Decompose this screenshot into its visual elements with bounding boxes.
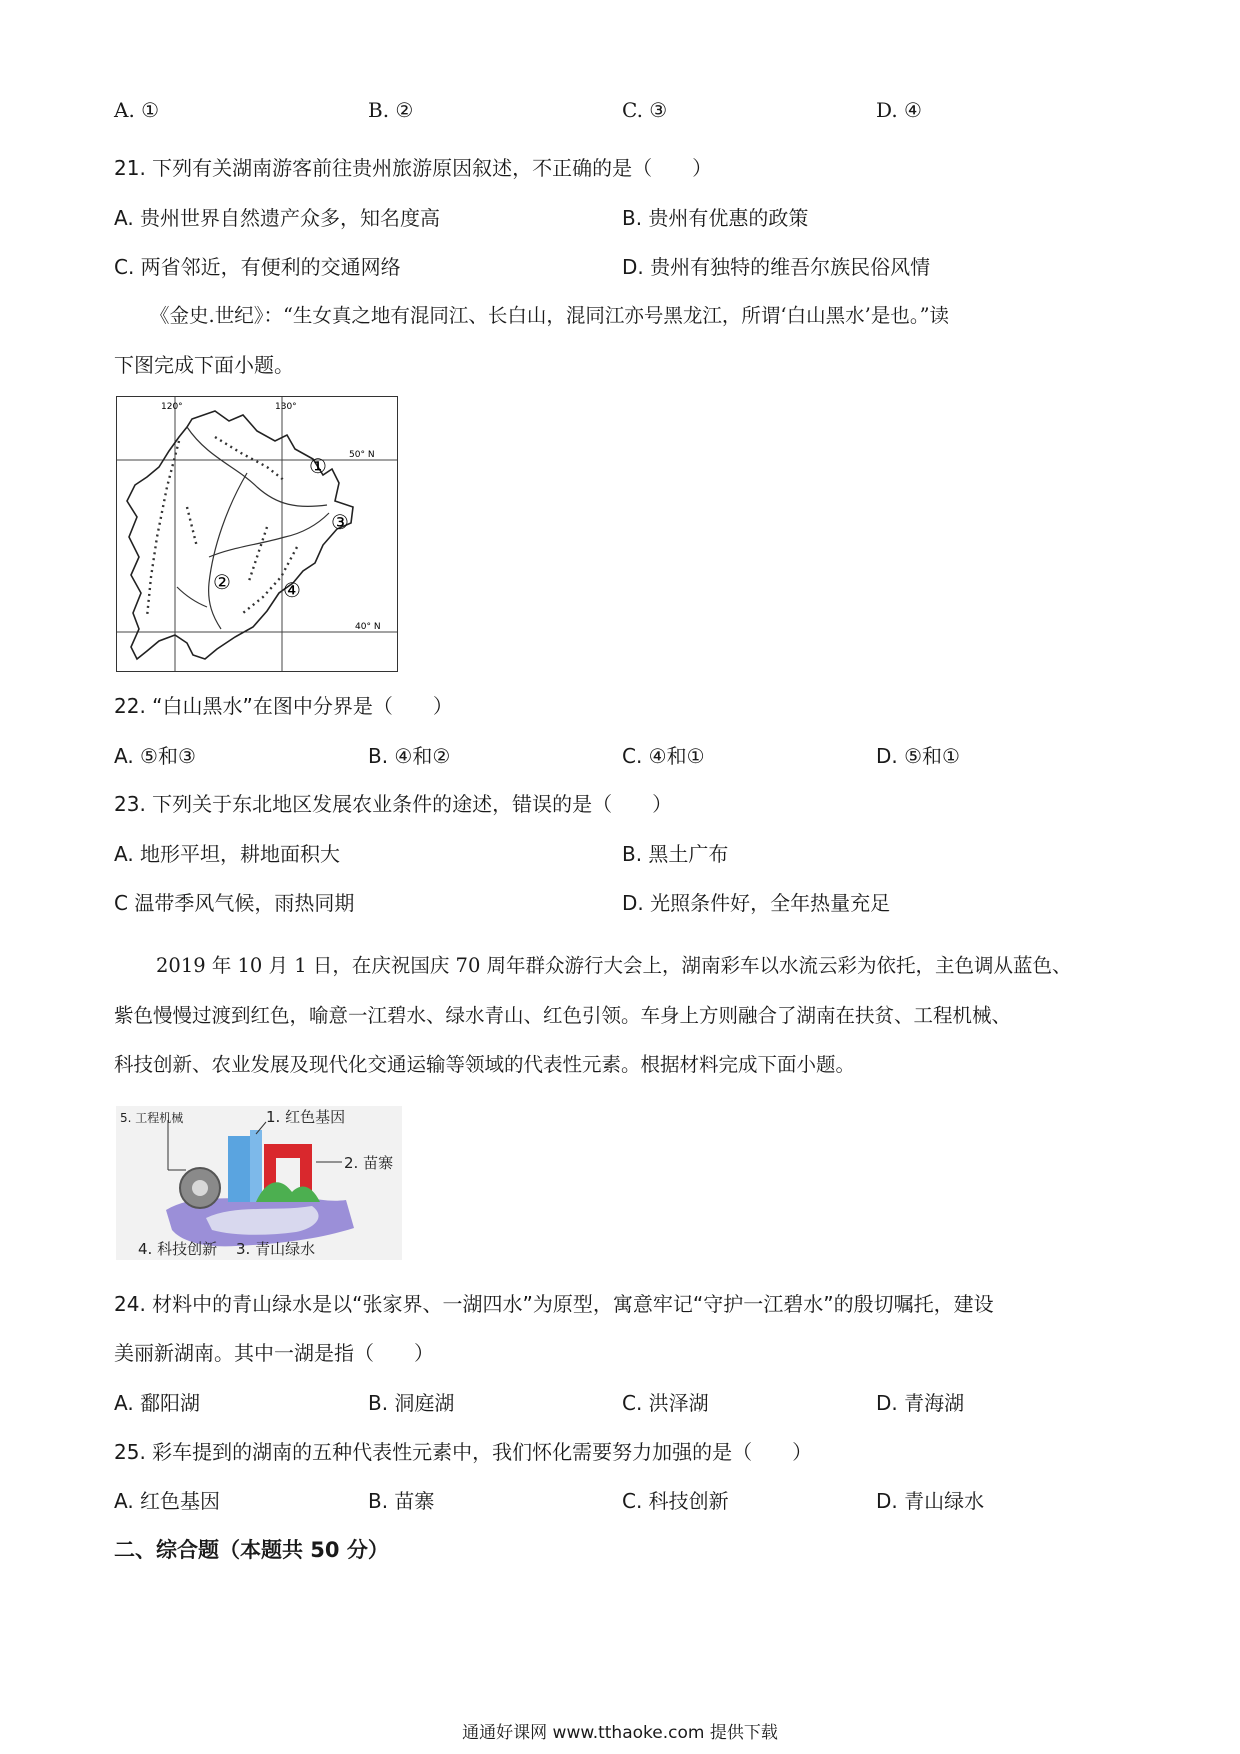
- q22-stem: 22. “白山黑水”在图中分界是（ ）: [114, 694, 453, 718]
- map-marker-1: ①: [309, 454, 327, 478]
- lon-label-120: 120°: [161, 402, 183, 412]
- float-label-4: 4. 科技创新: [138, 1240, 218, 1258]
- q23-option-b: B. 黑土广布: [622, 842, 729, 866]
- hunan-float-image: [116, 1106, 402, 1260]
- q24-stem-line2: 美丽新湖南。其中一湖是指（ ）: [114, 1341, 434, 1365]
- q23-option-c: C 温带季风气候，雨热同期: [114, 891, 355, 915]
- q22-option-a: A. ⑤和③: [114, 744, 196, 768]
- float-gear-hub: [192, 1180, 208, 1196]
- passage1-line1: 《金史.世纪》：“生女真之地有混同江、长白山，混同江亦号黑龙江，所谓‘白山黑水’是也。”读: [150, 304, 950, 327]
- float-label-5: 5. 工程机械: [120, 1111, 184, 1125]
- mountain-great-khingan: [147, 441, 179, 617]
- q25-option-d: D. 青山绿水: [876, 1489, 985, 1513]
- mountain-zhangguangcai: [249, 527, 267, 581]
- river-tributary: [209, 513, 329, 557]
- q25-option-c: C. 科技创新: [622, 1489, 729, 1513]
- q20-option-a: A. ①: [114, 98, 160, 122]
- q23-option-a: A. 地形平坦，耕地面积大: [114, 842, 341, 866]
- q24-option-b: B. 洞庭湖: [368, 1391, 455, 1415]
- q21-option-b: B. 贵州有优惠的政策: [622, 206, 809, 230]
- q21-stem: 21. 下列有关湖南游客前往贵州旅游原因叙述，不正确的是（ ）: [114, 156, 713, 180]
- q22-option-b: B. ④和②: [368, 744, 451, 768]
- lat-label-40: 40° N: [355, 622, 381, 632]
- passage1-line2: 下图完成下面小题。: [114, 353, 294, 377]
- river-heilongjiang: [187, 427, 327, 506]
- q20-option-c: C. ③: [622, 98, 668, 122]
- mountain-west: [187, 507, 197, 547]
- q21-option-a: A. 贵州世界自然遗产众多，知名度高: [114, 206, 441, 230]
- float-label-1: 1. 红色基因: [266, 1108, 346, 1126]
- section-2-heading: 二、综合题（本题共 50 分）: [114, 1538, 389, 1562]
- map-marker-2: ②: [213, 570, 231, 594]
- q20-option-d: D. ④: [876, 98, 922, 122]
- float-label-3: 3. 青山绿水: [236, 1240, 316, 1258]
- passage2-line3: 科技创新、农业发展及现代化交通运输等领域的代表性元素。根据材料完成下面小题。: [114, 1053, 856, 1076]
- q23-stem: 23. 下列关于东北地区发展农业条件的途述，错误的是（ ）: [114, 792, 673, 816]
- page-footer: 通通好课网 www.tthaoke.com 提供下载: [462, 1723, 778, 1743]
- q24-stem-line1: 24. 材料中的青山绿水是以“张家界、一湖四水”为原型，寓意牢记“守护一江碧水”的殷切嘱托，建设: [114, 1292, 994, 1316]
- float-label-2: 2. 苗寨: [344, 1154, 394, 1172]
- float-blue-tower: [228, 1136, 250, 1202]
- q23-option-d: D. 光照条件好，全年热量充足: [622, 891, 891, 915]
- lat-label-50: 50° N: [349, 450, 375, 460]
- q21-option-c: C. 两省邻近，有便利的交通网络: [114, 255, 401, 279]
- northeast-china-map: [116, 396, 398, 672]
- q25-stem: 25. 彩车提到的湖南的五种代表性元素中，我们怀化需要努力加强的是（ ）: [114, 1440, 813, 1464]
- river-liao: [177, 587, 207, 607]
- q24-option-c: C. 洪泽湖: [622, 1391, 709, 1415]
- q21-option-d: D. 贵州有独特的维吾尔族民俗风情: [622, 255, 931, 279]
- q24-option-d: D. 青海湖: [876, 1391, 965, 1415]
- map-marker-4: ④: [283, 578, 301, 602]
- mountain-lesser-khingan: [215, 437, 285, 481]
- q22-option-c: C. ④和①: [622, 744, 705, 768]
- map-marker-3: ③: [331, 510, 349, 534]
- float-svg: [116, 1106, 402, 1260]
- float-blue-tower-2: [250, 1130, 262, 1202]
- passage2-line2: 紫色慢慢过渡到红色，喻意一江碧水、绿水青山、红色引领。车身上方则融合了湖南在扶贫、工程机械、: [114, 1004, 1012, 1027]
- q25-option-b: B. 苗寨: [368, 1489, 435, 1513]
- map-svg: [117, 397, 397, 671]
- q22-option-d: D. ⑤和①: [876, 744, 960, 768]
- q20-option-b: B. ②: [368, 98, 414, 122]
- q24-option-a: A. 鄱阳湖: [114, 1391, 201, 1415]
- region-outline: [127, 411, 353, 659]
- q25-option-a: A. 红色基因: [114, 1489, 221, 1513]
- lon-label-130: 130°: [275, 402, 297, 412]
- passage2-line1: 2019 年 10 月 1 日，在庆祝国庆 70 周年群众游行大会上，湖南彩车以水流云彩为依托，主色调从蓝色、: [156, 954, 1072, 977]
